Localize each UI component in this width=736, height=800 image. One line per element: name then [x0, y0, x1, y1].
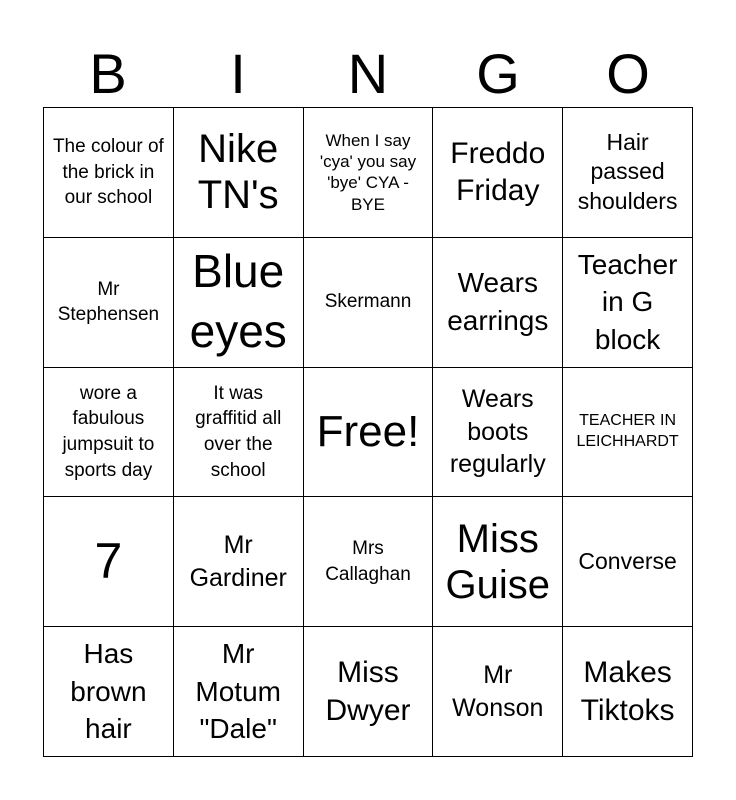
bingo-cell-r1c3[interactable]: When I say 'cya' you say 'bye' CYA - BYE	[304, 108, 434, 238]
bingo-cell-r5c4[interactable]: Mr Wonson	[433, 627, 563, 757]
bingo-cell-r4c1[interactable]: 7	[44, 497, 174, 627]
bingo-cell-r3c4[interactable]: Wears boots regularly	[433, 368, 563, 498]
bingo-cell-r4c4[interactable]: Miss Guise	[433, 497, 563, 627]
bingo-cell-r3c2[interactable]: It was graffitid all over the school	[174, 368, 304, 498]
bingo-cell-r2c2[interactable]: Blue eyes	[174, 238, 304, 368]
bingo-cell-r1c2[interactable]: Nike TN's	[174, 108, 304, 238]
bingo-cell-r4c3[interactable]: Mrs Callaghan	[304, 497, 434, 627]
bingo-cell-r2c5[interactable]: Teacher in G block	[563, 238, 693, 368]
header-letter-n: N	[347, 42, 389, 105]
bingo-cell-r2c3[interactable]: Skermann	[304, 238, 434, 368]
bingo-cell-r2c1[interactable]: Mr Stephensen	[44, 238, 174, 368]
bingo-cell-r5c1[interactable]: Has brown hair	[44, 627, 174, 757]
bingo-board	[43, 107, 693, 757]
bingo-cell-free[interactable]: Free!	[304, 368, 434, 498]
bingo-cell-r4c2[interactable]: Mr Gardiner	[174, 497, 304, 627]
bingo-cell-r4c5[interactable]: Converse	[563, 497, 693, 627]
bingo-header	[43, 40, 693, 108]
bingo-cell-r2c4[interactable]: Wears earrings	[433, 238, 563, 368]
header-letter-o: O	[606, 42, 650, 105]
bingo-cell-r5c2[interactable]: Mr Motum "Dale"	[174, 627, 304, 757]
bingo-cell-r5c5[interactable]: Makes Tiktoks	[563, 627, 693, 757]
bingo-cell-r3c1[interactable]: wore a fabulous jumpsuit to sports day	[44, 368, 174, 498]
bingo-cell-r1c5[interactable]: Hair passed shoulders	[563, 108, 693, 238]
bingo-cell-r5c3[interactable]: Miss Dwyer	[304, 627, 434, 757]
bingo-cell-r3c5[interactable]: TEACHER IN LEICHHARDT	[563, 368, 693, 498]
header-letter-g: G	[476, 42, 520, 105]
bingo-cell-r1c1[interactable]: The colour of the brick in our school	[44, 108, 174, 238]
bingo-cell-r1c4[interactable]: Freddo Friday	[433, 108, 563, 238]
header-letter-b: B	[89, 42, 127, 105]
header-letter-i: I	[230, 42, 246, 105]
